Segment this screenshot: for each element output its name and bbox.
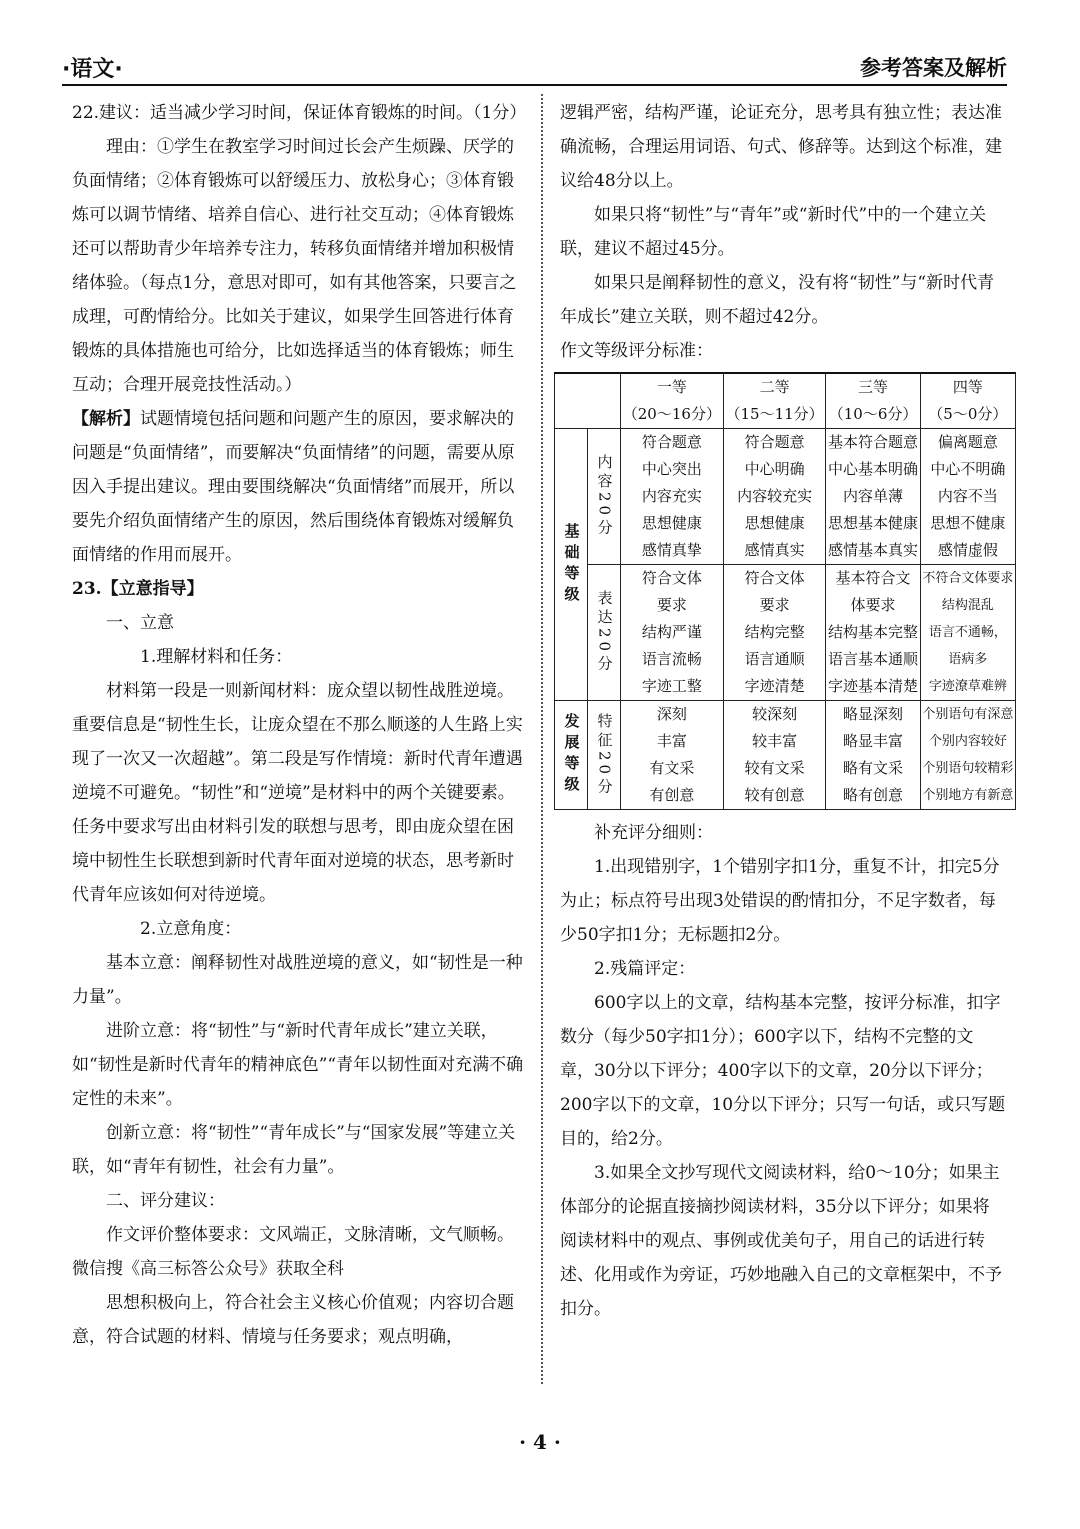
- q22-reason: 理由：①学生在教室学习时间过长会产生烦躁、厌学的负面情绪；②体育锻炼可以舒缓压力、放松身心；③体育锻炼可以调节情绪、培养自信心、进行社交互动；④体育锻炼还可以帮助青少年培养专注力，转移负面情绪并增加积极情绪体验。（每点1分，意思对即可，如有其他答案，只要言之成理，可酌情给分。比如关于建议，如果学生回答进行体育锻炼的具体措施也可给分，比如选择适当的体育锻炼；师生互动；合理开展竞技性活动。）: [72, 137, 517, 395]
- expression-label: 表达20分: [588, 565, 621, 701]
- header-rule: [62, 84, 1007, 86]
- expression-grade-1: 符合文体 要求 结构严谨 语言流畅 字迹工整: [621, 565, 724, 701]
- analysis-text: 试题情境包括问题和问题产生的原因，要求解决的问题是“负面情绪”，而要解决“负面情绪”的问题，需要从原因入手提出建议。理由要围绕解决“负面情绪”而展开，所以要先介绍负面情绪产生的原因，然后围绕体育锻炼对缓解负面情绪的作用而展开。: [72, 409, 515, 565]
- feature-grade-2: 较深刻 较丰富 较有文采 较有创意: [723, 701, 826, 810]
- feature-grade-3: 略显深刻 略显丰富 略有文采 略有创意: [826, 701, 920, 810]
- development-level-label: 发展等级: [555, 701, 588, 810]
- material-paragraph: 材料第一段是一则新闻材料：庞众望以韧性战胜逆境。重要信息是“韧性生长，让庞众望在不那么顺遂的人生路上实现了一次又一次超越”。第二段是写作情境：新时代青年遭遇逆境不可避免。“韧性”和“逆境”是材料中的两个关键要素。任务中要求写出由材料引发的联想与思考，即由庞众望在困境中韧性生长联想到新时代青年面对逆境的状态，思考新时代青年应该如何对待逆境。: [72, 681, 523, 905]
- content-grade-1: 符合题意 中心突出 内容充实 思想健康 感情真挚: [621, 429, 724, 565]
- feature-row: [555, 701, 1016, 810]
- subsection-2-heading: 2.立意角度：: [140, 919, 242, 939]
- one-link-rule: 如果只将“韧性”与“青年”或“新时代”中的一个建立关联，建议不超过45分。: [560, 205, 987, 259]
- basic-idea: 基本立意：阐释韧性对战胜逆境的意义，如“韧性是一种力量”。: [72, 953, 523, 1007]
- grade-3-header: 三等 （10～6分）: [826, 373, 920, 429]
- q22-analysis: [72, 402, 524, 572]
- right-column: [560, 96, 1014, 1326]
- rule-2-title: 2.残篇评定：: [594, 959, 696, 979]
- rule-3: 3.如果全文抄写现代文阅读材料，给0～10分；如果主体部分的论据直接摘抄阅读材料，35分以下评分；如果将阅读材料中的观点、事例或优美句子，用自己的话进行转述、化用或作为旁证，巧妙地融入自己的文章框架中，不予扣分。: [560, 1163, 1002, 1319]
- left-column: [72, 96, 527, 1354]
- rule-2: 600字以上的文章，结构基本完整，按评分标准，扣字数分（每少50字扣1分）；600字以下，结构不完整的文章，30分以下评分；400字以下的文章，20分以下评分；200字以下的文章，10分以下评分；只写一句话，或只写题目的，给2分。: [560, 993, 1006, 1149]
- page-number: · 4 ·: [519, 1430, 561, 1454]
- grade-1-header: 一等 （20～16分）: [621, 373, 724, 429]
- expression-grade-4: 不符合文体要求 结构混乱 语言不通畅， 语病多 字迹潦草难辨: [920, 565, 1015, 701]
- section-1-heading: 一、立意: [106, 613, 174, 633]
- innovative-idea: 创新立意：将“韧性”“青年成长”与“国家发展”等建立关联，如“青年有韧性，社会有力量”。: [72, 1123, 516, 1177]
- content-grade-4: 偏离题意 中心不明确 内容不当 思想不健康 感情虚假: [920, 429, 1015, 565]
- table-corner: [555, 373, 621, 429]
- analysis-label: 【解析】: [72, 409, 140, 429]
- header-title: 参考答案及解析: [860, 56, 1007, 80]
- content-grade-2: 符合题意 中心明确 内容较充实 思想健康 感情真实: [723, 429, 826, 565]
- grade-header-row: [555, 373, 1016, 429]
- grade-2-header: 二等 （15～11分）: [723, 373, 826, 429]
- overall-requirement: 作文评价整体要求：文风端正，文脉清晰，文气顺畅。微信搜《高三标答公众号》获取全科: [72, 1225, 514, 1279]
- thought-requirement: 思想积极向上，符合社会主义核心价值观；内容切合题意，符合试题的材料、情境与任务要求；观点明确，: [72, 1293, 514, 1347]
- basic-level-label: 基础等级: [555, 429, 588, 701]
- subsection-1-heading: 1.理解材料和任务：: [140, 647, 293, 667]
- content-label: 内容20分: [588, 429, 621, 565]
- section-2-heading: 二、评分建议：: [106, 1191, 225, 1211]
- subject-label: ·语文·: [62, 57, 123, 82]
- column-divider: [541, 94, 543, 1384]
- only-explain-rule: 如果只是阐释韧性的意义，没有将“韧性”与“新时代青年成长”建立关联，则不超过42分。: [560, 273, 995, 327]
- content-row: [555, 429, 1016, 565]
- expression-row: [555, 565, 1016, 701]
- rule-1: 1.出现错别字，1个错别字扣1分，重复不计，扣完5分为止；标点符号出现3处错误的酌情扣分，不足字数者，每少50字扣1分；无标题扣2分。: [560, 857, 1000, 945]
- q23-title: 23.【立意指导】: [72, 579, 204, 599]
- expression-grade-2: 符合文体 要求 结构完整 语言通顺 字迹清楚: [723, 565, 826, 701]
- supplementary-title: 补充评分细则：: [594, 823, 713, 843]
- table-title: 作文等级评分标准：: [560, 341, 713, 361]
- grade-4-header: 四等 （5～0分）: [920, 373, 1015, 429]
- content-grade-3: 基本符合题意 中心基本明确 内容单薄 思想基本健康 感情基本真实: [826, 429, 920, 565]
- advanced-idea: 进阶立意：将“韧性”与“新时代青年成长”建立关联，如“韧性是新时代青年的精神底色”“青年以韧性面对充满不确定性的未来”。: [72, 1021, 524, 1109]
- feature-grade-1: 深刻 丰富 有文采 有创意: [621, 701, 724, 810]
- expression-grade-3: 基本符合文 体要求 结构基本完整 语言基本通顺 字迹基本清楚: [826, 565, 920, 701]
- feature-label: 特征20分: [588, 701, 621, 810]
- continued-paragraph: 逻辑严密，结构严谨，论证充分，思考具有独立性；表达准确流畅，合理运用词语、句式、修辞等。达到这个标准，建议给48分以上。: [560, 103, 1002, 191]
- grading-table: [554, 372, 1016, 810]
- q22-suggestion: 22.建议：适当减少学习时间，保证体育锻炼的时间。（1分）: [72, 103, 527, 123]
- page-header: [62, 52, 1007, 84]
- feature-grade-4: 个别语句有深意 个别内容较好 个别语句较精彩 个别地方有新意: [920, 701, 1015, 810]
